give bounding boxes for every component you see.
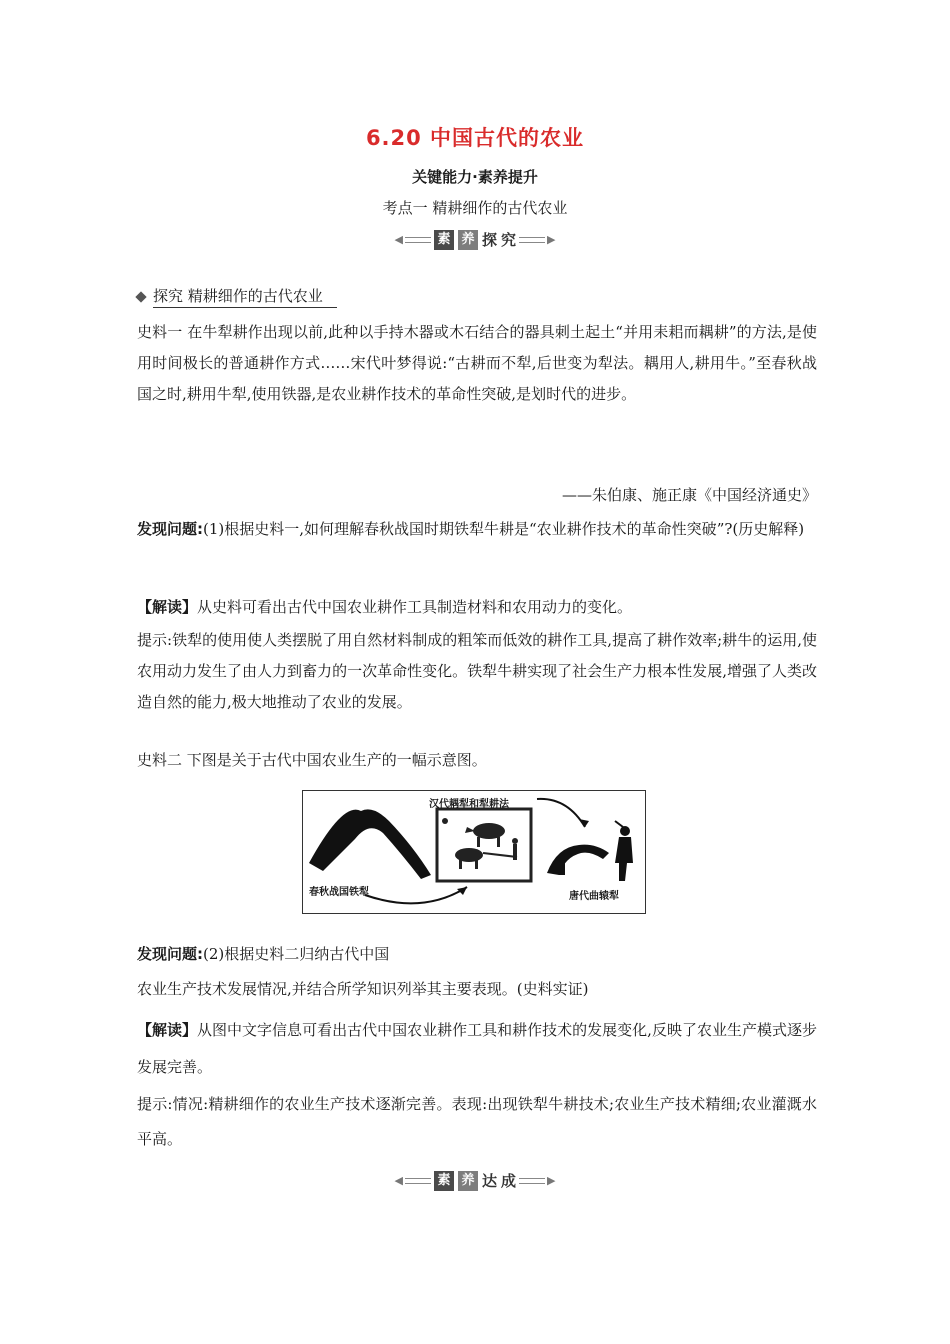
banner-char: 养 <box>458 230 478 250</box>
question-label: 发现问题: <box>137 945 203 963</box>
jiedu-1-text: 从史料可看出古代中国农业耕作工具制造材料和农用动力的变化。 <box>197 598 633 616</box>
question-1-text: (1)根据史料一,如何理解春秋战国时期铁犁牛耕是“农业耕作技术的革命性突破”?(历史解释) <box>203 520 805 538</box>
figure-label-han: 汉代耦犁和犁耕法 <box>429 799 509 810</box>
banner-char: 究 <box>501 231 517 249</box>
banner-right-arrow-icon: ▶ <box>547 233 556 246</box>
jiedu-2 <box>137 1012 817 1086</box>
banner-left-arrow-icon: ◀ <box>394 233 403 246</box>
banner-char: 素 <box>434 1171 454 1191</box>
question-1 <box>137 514 817 545</box>
material-2-text: 史料二 下图是关于古代中国农业生产的一幅示意图。 <box>137 751 487 769</box>
banner-char: 素 <box>434 230 454 250</box>
banner-char: 养 <box>458 1171 478 1191</box>
diamond-bullet-icon <box>135 291 146 302</box>
banner-achieve <box>0 1170 950 1191</box>
banner-right-line <box>519 1178 545 1184</box>
jiedu-label: 【解读】 <box>137 598 198 616</box>
banner-explore <box>0 229 950 250</box>
question-2-line2: 农业生产技术发展情况,并结合所学知识列举其主要表现。(史料实证) <box>137 980 589 998</box>
material-1-text: 史料一 在牛犁耕作出现以前,此种以手持木器或木石结合的器具刺土起土“并用耒耜而耦耕”的方法,是使用时间极长的普通耕作方式……宋代叶梦得说:“古耕而不犁,后世变为犁法。耦用人,耕用牛。”至春秋战国之时,耕用牛犁,使用铁器,是农业耕作技术的革命性突破,是划时代的进步。 <box>137 323 817 403</box>
banner-right-line <box>519 237 545 243</box>
banner-char: 成 <box>501 1172 517 1190</box>
material-1-source: ——朱伯康、施正康《中国经济通史》 <box>561 486 817 504</box>
question-2-text-1: (2)根据史料二归纳古代中国 <box>203 945 390 963</box>
jiedu-label: 【解读】 <box>137 1021 198 1039</box>
figure-label-chunqiu: 春秋战国铁犁 <box>309 887 369 898</box>
question-2-line1 <box>137 939 817 970</box>
explore-heading <box>137 285 337 308</box>
explore-heading-text: 探究 精耕细作的古代农业 <box>153 285 337 308</box>
banner-char: 达 <box>481 1172 497 1190</box>
banner-left-line <box>405 1178 431 1184</box>
banner-left-line <box>405 237 431 243</box>
kaodian-heading: 考点一 精耕细作的古代农业 <box>382 199 568 217</box>
hint-2: 提示:情况:精耕细作的农业生产技术逐渐完善。表现:出现铁犁牛耕技术;农业生产技术精细;农业灌溉水平高。 <box>137 1095 817 1148</box>
banner-char: 探 <box>481 231 497 249</box>
agriculture-figure <box>302 790 646 914</box>
jiedu-2-text: 从图中文字信息可看出古代中国农业耕作工具和耕作技术的发展变化,反映了农业生产模式逐步发展完善。 <box>137 1021 817 1076</box>
figure-label-tang: 唐代曲辕犁 <box>569 891 619 902</box>
banner-right-arrow-icon: ▶ <box>547 1174 556 1187</box>
section-subtitle: 关键能力·素养提升 <box>412 168 538 186</box>
jiedu-1 <box>137 592 817 623</box>
banner-left-arrow-icon: ◀ <box>394 1174 403 1187</box>
page-title: 6.20 中国古代的农业 <box>365 126 585 150</box>
hint-1: 提示:铁犁的使用使人类摆脱了用自然材料制成的粗笨而低效的耕作工具,提高了耕作效率;耕牛的运用,使农用动力发生了由人力到畜力的一次革命性变化。铁犁牛耕实现了社会生产力根本性发展,增强了人类改造自然的能力,极大地推动了农业的发展。 <box>137 631 817 711</box>
question-label: 发现问题: <box>137 520 203 538</box>
